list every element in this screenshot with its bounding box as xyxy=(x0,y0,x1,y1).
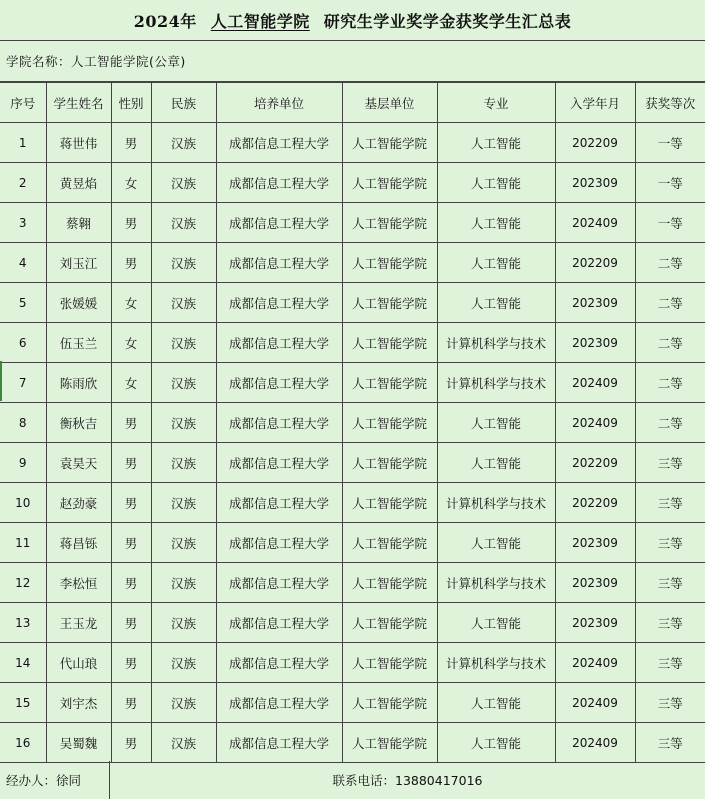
cell-base-unit[interactable]: 人工智能学院 xyxy=(342,723,437,763)
cell-seq[interactable]: 5 xyxy=(0,283,46,323)
cell-seq[interactable]: 14 xyxy=(0,643,46,683)
header-seq[interactable]: 序号 xyxy=(0,83,46,123)
cell-seq[interactable]: 10 xyxy=(0,483,46,523)
cell-ethnicity[interactable]: 汉族 xyxy=(151,243,216,283)
cell-training-unit[interactable]: 成都信息工程大学 xyxy=(216,123,342,163)
cell-training-unit[interactable]: 成都信息工程大学 xyxy=(216,363,342,403)
cell-major[interactable]: 人工智能 xyxy=(437,523,555,563)
document-title[interactable] xyxy=(0,0,705,41)
cell-major[interactable]: 计算机科学与技术 xyxy=(437,483,555,523)
cell-seq[interactable]: 3 xyxy=(0,203,46,243)
table-row xyxy=(0,523,705,563)
cell-enroll-date[interactable]: 202409 xyxy=(555,363,635,403)
cell-award-level[interactable]: 二等 xyxy=(635,323,705,363)
cell-gender[interactable]: 男 xyxy=(111,203,151,243)
title-college: 人工智能学院 xyxy=(210,11,310,31)
cell-gender[interactable]: 男 xyxy=(111,563,151,603)
table-row xyxy=(0,283,705,323)
cell-base-unit[interactable]: 人工智能学院 xyxy=(342,123,437,163)
cell-seq[interactable]: 13 xyxy=(0,603,46,643)
award-table xyxy=(0,82,705,763)
cell-base-unit[interactable]: 人工智能学院 xyxy=(342,403,437,443)
college-name-line[interactable] xyxy=(0,41,705,82)
cell-enroll-date[interactable]: 202309 xyxy=(555,323,635,363)
cell-name[interactable]: 赵劲豪 xyxy=(46,483,111,523)
cell-name[interactable]: 代山琅 xyxy=(46,643,111,683)
cell-ethnicity[interactable]: 汉族 xyxy=(151,403,216,443)
header-enroll-date[interactable]: 入学年月 xyxy=(555,83,635,123)
cell-name[interactable]: 蒋昌铄 xyxy=(46,523,111,563)
cell-major[interactable]: 人工智能 xyxy=(437,283,555,323)
cell-seq[interactable]: 2 xyxy=(0,163,46,203)
cell-gender[interactable]: 男 xyxy=(111,723,151,763)
cell-ethnicity[interactable]: 汉族 xyxy=(151,563,216,603)
cell-name[interactable]: 袁昊天 xyxy=(46,443,111,483)
header-base-unit[interactable]: 基层单位 xyxy=(342,83,437,123)
cell-award-level[interactable]: 三等 xyxy=(635,443,705,483)
cell-training-unit[interactable]: 成都信息工程大学 xyxy=(216,523,342,563)
cell-name[interactable]: 蒋世伟 xyxy=(46,123,111,163)
cell-name[interactable]: 李松恒 xyxy=(46,563,111,603)
cell-enroll-date[interactable]: 202309 xyxy=(555,283,635,323)
cell-award-level[interactable]: 一等 xyxy=(635,203,705,243)
cell-seq[interactable]: 8 xyxy=(0,403,46,443)
cell-ethnicity[interactable]: 汉族 xyxy=(151,723,216,763)
cell-name[interactable]: 刘玉江 xyxy=(46,243,111,283)
cell-base-unit[interactable]: 人工智能学院 xyxy=(342,443,437,483)
table-row xyxy=(0,363,705,403)
table-row xyxy=(0,483,705,523)
cell-major[interactable]: 计算机科学与技术 xyxy=(437,643,555,683)
cell-major[interactable]: 计算机科学与技术 xyxy=(437,323,555,363)
cell-name[interactable]: 衡秋吉 xyxy=(46,403,111,443)
cell-gender[interactable]: 男 xyxy=(111,123,151,163)
cell-base-unit[interactable]: 人工智能学院 xyxy=(342,563,437,603)
cell-base-unit[interactable]: 人工智能学院 xyxy=(342,483,437,523)
cell-major[interactable]: 人工智能 xyxy=(437,243,555,283)
cell-major[interactable]: 人工智能 xyxy=(437,163,555,203)
table-row xyxy=(0,243,705,283)
cell-seq[interactable]: 11 xyxy=(0,523,46,563)
handler-cell[interactable] xyxy=(0,761,110,799)
title-rest: 研究生学业奖学金获奖学生汇总表 xyxy=(323,11,572,31)
cell-training-unit[interactable]: 成都信息工程大学 xyxy=(216,443,342,483)
cell-training-unit[interactable]: 成都信息工程大学 xyxy=(216,683,342,723)
cell-major[interactable]: 人工智能 xyxy=(437,443,555,483)
header-ethnicity[interactable]: 民族 xyxy=(151,83,216,123)
table-row xyxy=(0,123,705,163)
cell-enroll-date[interactable]: 202309 xyxy=(555,603,635,643)
cell-seq[interactable]: 9 xyxy=(0,443,46,483)
table-row xyxy=(0,203,705,243)
cell-major[interactable]: 人工智能 xyxy=(437,203,555,243)
cell-enroll-date[interactable]: 202409 xyxy=(555,723,635,763)
cell-major[interactable]: 人工智能 xyxy=(437,683,555,723)
cell-major[interactable]: 人工智能 xyxy=(437,403,555,443)
cell-award-level[interactable]: 一等 xyxy=(635,163,705,203)
cell-gender[interactable]: 男 xyxy=(111,683,151,723)
header-award-level[interactable]: 获奖等次 xyxy=(635,83,705,123)
table-row xyxy=(0,643,705,683)
cell-training-unit[interactable]: 成都信息工程大学 xyxy=(216,203,342,243)
cell-training-unit[interactable]: 成都信息工程大学 xyxy=(216,403,342,443)
cell-training-unit[interactable]: 成都信息工程大学 xyxy=(216,723,342,763)
row-selection-marker xyxy=(0,361,2,401)
cell-major[interactable]: 计算机科学与技术 xyxy=(437,363,555,403)
table-row xyxy=(0,163,705,203)
cell-ethnicity[interactable]: 汉族 xyxy=(151,283,216,323)
cell-ethnicity[interactable]: 汉族 xyxy=(151,643,216,683)
cell-name[interactable]: 黄昱焰 xyxy=(46,163,111,203)
cell-training-unit[interactable]: 成都信息工程大学 xyxy=(216,643,342,683)
cell-enroll-date[interactable]: 202209 xyxy=(555,483,635,523)
cell-enroll-date[interactable]: 202309 xyxy=(555,523,635,563)
cell-enroll-date[interactable]: 202309 xyxy=(555,563,635,603)
table-row xyxy=(0,403,705,443)
cell-award-level[interactable]: 三等 xyxy=(635,603,705,643)
table-row xyxy=(0,603,705,643)
cell-ethnicity[interactable]: 汉族 xyxy=(151,363,216,403)
cell-name[interactable]: 吴蜀魏 xyxy=(46,723,111,763)
cell-ethnicity[interactable]: 汉族 xyxy=(151,163,216,203)
cell-award-level[interactable]: 二等 xyxy=(635,243,705,283)
cell-award-level[interactable]: 三等 xyxy=(635,563,705,603)
cell-major[interactable]: 计算机科学与技术 xyxy=(437,563,555,603)
table-row xyxy=(0,723,705,763)
cell-gender[interactable]: 女 xyxy=(111,363,151,403)
cell-award-level[interactable]: 三等 xyxy=(635,643,705,683)
cell-seq[interactable]: 15 xyxy=(0,683,46,723)
cell-base-unit[interactable]: 人工智能学院 xyxy=(342,163,437,203)
cell-enroll-date[interactable]: 202209 xyxy=(555,443,635,483)
cell-enroll-date[interactable]: 202209 xyxy=(555,243,635,283)
cell-training-unit[interactable]: 成都信息工程大学 xyxy=(216,163,342,203)
cell-name[interactable]: 伍玉兰 xyxy=(46,323,111,363)
cell-ethnicity[interactable]: 汉族 xyxy=(151,123,216,163)
table-row xyxy=(0,443,705,483)
cell-enroll-date[interactable]: 202409 xyxy=(555,403,635,443)
header-gender[interactable]: 性别 xyxy=(111,83,151,123)
cell-enroll-date[interactable]: 202409 xyxy=(555,203,635,243)
cell-major[interactable]: 人工智能 xyxy=(437,723,555,763)
table-header-row xyxy=(0,83,705,123)
cell-name[interactable]: 蔡翱 xyxy=(46,203,111,243)
cell-seq[interactable]: 1 xyxy=(0,123,46,163)
cell-training-unit[interactable]: 成都信息工程大学 xyxy=(216,243,342,283)
cell-training-unit[interactable]: 成都信息工程大学 xyxy=(216,483,342,523)
cell-base-unit[interactable]: 人工智能学院 xyxy=(342,683,437,723)
table-row xyxy=(0,323,705,363)
footer-row xyxy=(0,761,705,799)
cell-name[interactable]: 王玉龙 xyxy=(46,603,111,643)
cell-award-level[interactable]: 二等 xyxy=(635,363,705,403)
cell-gender[interactable]: 男 xyxy=(111,643,151,683)
cell-seq[interactable]: 16 xyxy=(0,723,46,763)
cell-training-unit[interactable]: 成都信息工程大学 xyxy=(216,563,342,603)
cell-enroll-date[interactable]: 202309 xyxy=(555,163,635,203)
cell-seq[interactable]: 7 xyxy=(0,363,46,403)
cell-award-level[interactable]: 三等 xyxy=(635,723,705,763)
cell-gender[interactable]: 女 xyxy=(111,283,151,323)
cell-major[interactable]: 人工智能 xyxy=(437,603,555,643)
cell-enroll-date[interactable]: 202409 xyxy=(555,643,635,683)
title-year: 2024年 xyxy=(133,11,197,31)
cell-base-unit[interactable]: 人工智能学院 xyxy=(342,643,437,683)
cell-training-unit[interactable]: 成都信息工程大学 xyxy=(216,603,342,643)
cell-gender[interactable]: 女 xyxy=(111,323,151,363)
cell-ethnicity[interactable]: 汉族 xyxy=(151,203,216,243)
header-major[interactable]: 专业 xyxy=(437,83,555,123)
cell-award-level[interactable]: 二等 xyxy=(635,403,705,443)
cell-seq[interactable]: 4 xyxy=(0,243,46,283)
cell-training-unit[interactable]: 成都信息工程大学 xyxy=(216,283,342,323)
cell-gender[interactable]: 男 xyxy=(111,603,151,643)
cell-base-unit[interactable]: 人工智能学院 xyxy=(342,283,437,323)
cell-gender[interactable]: 男 xyxy=(111,523,151,563)
cell-base-unit[interactable]: 人工智能学院 xyxy=(342,603,437,643)
cell-name[interactable]: 陈雨欣 xyxy=(46,363,111,403)
header-training-unit[interactable]: 培养单位 xyxy=(216,83,342,123)
cell-base-unit[interactable]: 人工智能学院 xyxy=(342,243,437,283)
cell-gender[interactable]: 女 xyxy=(111,163,151,203)
cell-award-level[interactable]: 三等 xyxy=(635,683,705,723)
college-name-text: 学院名称：人工智能学院(公章) xyxy=(6,54,186,69)
table-row xyxy=(0,683,705,723)
cell-seq[interactable]: 12 xyxy=(0,563,46,603)
cell-ethnicity[interactable]: 汉族 xyxy=(151,483,216,523)
cell-name[interactable]: 刘宇杰 xyxy=(46,683,111,723)
cell-award-level[interactable]: 三等 xyxy=(635,523,705,563)
cell-award-level[interactable]: 三等 xyxy=(635,483,705,523)
cell-gender[interactable]: 男 xyxy=(111,443,151,483)
phone-cell[interactable] xyxy=(110,761,705,799)
cell-award-level[interactable]: 一等 xyxy=(635,123,705,163)
cell-ethnicity[interactable]: 汉族 xyxy=(151,603,216,643)
table-body xyxy=(0,123,705,763)
cell-gender[interactable]: 男 xyxy=(111,403,151,443)
cell-major[interactable]: 人工智能 xyxy=(437,123,555,163)
cell-name[interactable]: 张媛媛 xyxy=(46,283,111,323)
cell-base-unit[interactable]: 人工智能学院 xyxy=(342,203,437,243)
cell-ethnicity[interactable]: 汉族 xyxy=(151,523,216,563)
cell-ethnicity[interactable]: 汉族 xyxy=(151,443,216,483)
cell-enroll-date[interactable]: 202409 xyxy=(555,683,635,723)
cell-ethnicity[interactable]: 汉族 xyxy=(151,323,216,363)
cell-base-unit[interactable]: 人工智能学院 xyxy=(342,363,437,403)
header-name[interactable]: 学生姓名 xyxy=(46,83,111,123)
cell-gender[interactable]: 男 xyxy=(111,483,151,523)
cell-seq[interactable]: 6 xyxy=(0,323,46,363)
phone-text: 联系电话：13880417016 xyxy=(332,773,483,788)
cell-base-unit[interactable]: 人工智能学院 xyxy=(342,523,437,563)
cell-base-unit[interactable]: 人工智能学院 xyxy=(342,323,437,363)
cell-ethnicity[interactable]: 汉族 xyxy=(151,683,216,723)
cell-gender[interactable]: 男 xyxy=(111,243,151,283)
handler-text: 经办人：徐同 xyxy=(6,773,82,788)
cell-training-unit[interactable]: 成都信息工程大学 xyxy=(216,323,342,363)
table-row xyxy=(0,563,705,603)
cell-award-level[interactable]: 二等 xyxy=(635,283,705,323)
cell-enroll-date[interactable]: 202209 xyxy=(555,123,635,163)
